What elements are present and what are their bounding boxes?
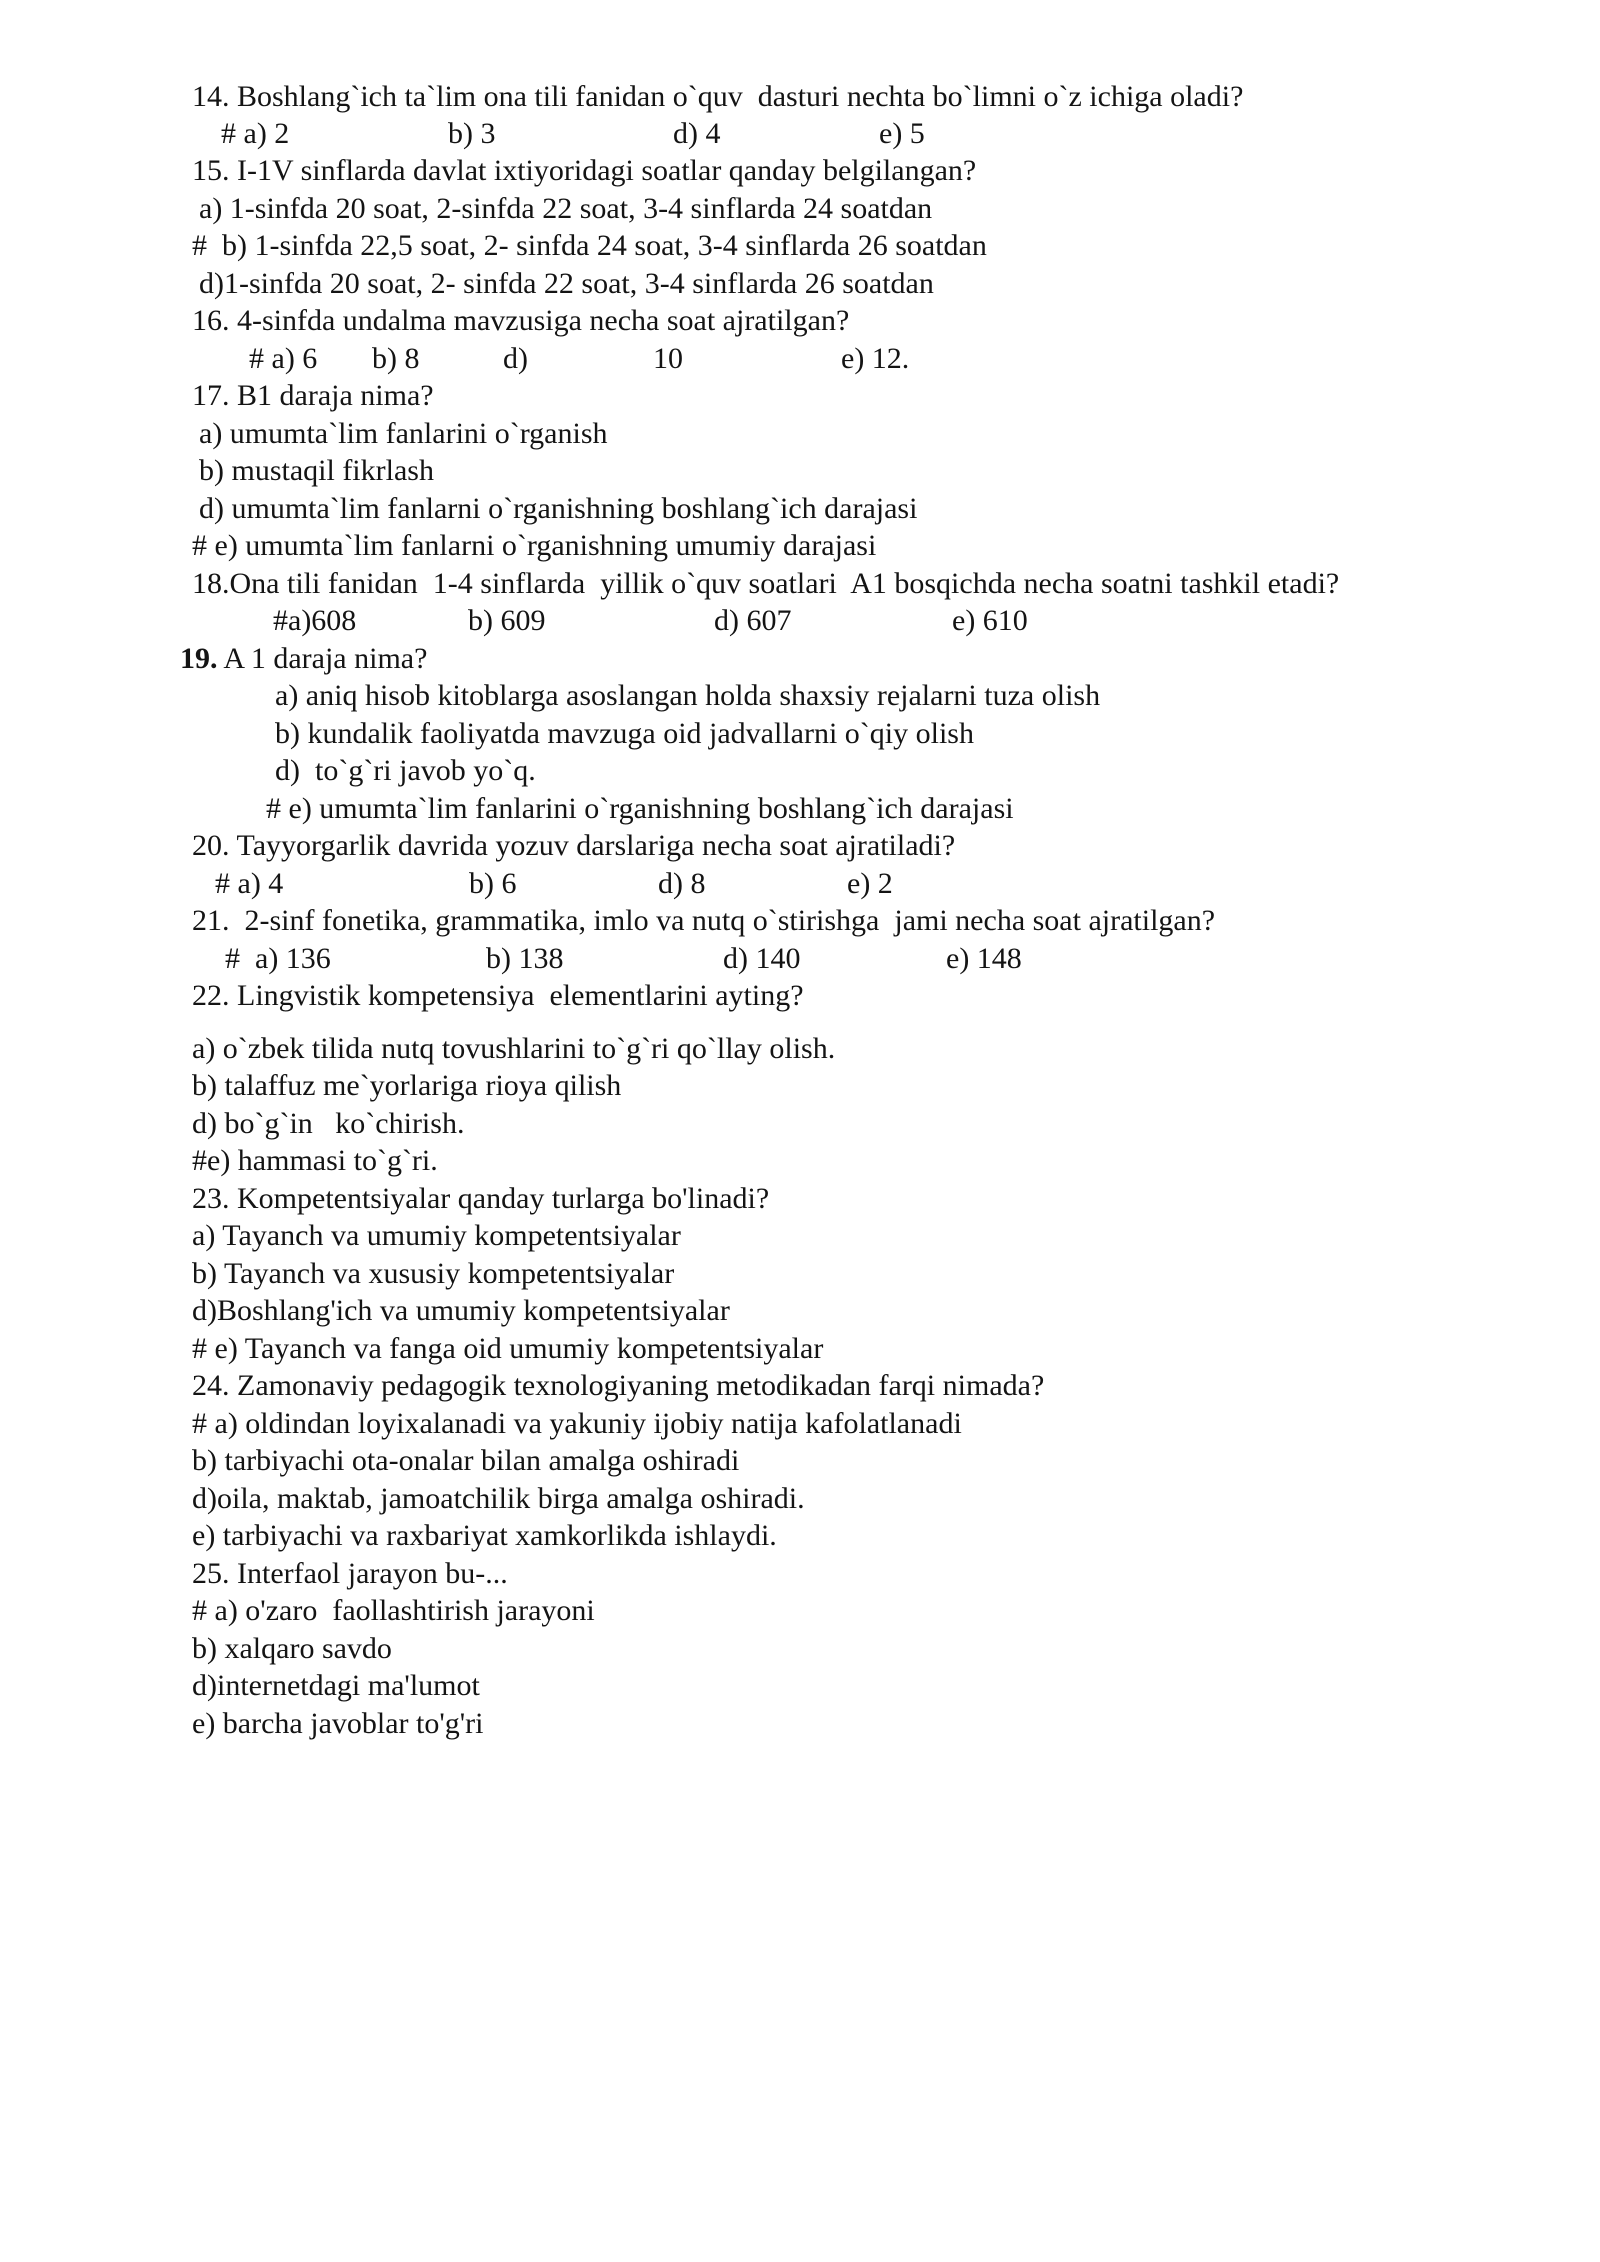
answer-line: # a) o'zaro faollashtirish jarayoni (192, 1594, 595, 1627)
answer-line: b) mustaqil fikrlash (199, 454, 434, 487)
option: #a)608 (273, 604, 357, 637)
option: # a) 6 (249, 342, 318, 375)
answer-line: b) xalqaro savdo (192, 1632, 392, 1665)
answer-options-14 (0, 115, 1600, 153)
question-22: 22. Lingvistik kompetensiya elementlarini ayting? (192, 979, 804, 1012)
option: b) 6 (469, 867, 517, 900)
answer-line: b) talaffuz me`yorlariga rioya qilish (192, 1069, 622, 1102)
answer-line: # e) Tayanch va fanga oid umumiy kompetentsiyalar (192, 1332, 824, 1365)
question-14: 14. Boshlang`ich ta`lim ona tili fanidan o`quv dasturi nechta bo`limni o`z ichiga oladi? (192, 80, 1244, 113)
answer-line: d)oila, maktab, jamoatchilik birga amalga oshiradi. (192, 1482, 805, 1515)
answer-line: d)internetdagi ma'lumot (192, 1669, 480, 1702)
question-15: 15. I-1V sinflarda davlat ixtiyoridagi soatlar qanday belgilangan? (192, 154, 977, 187)
option: b) 3 (448, 117, 496, 150)
answer-line: b) Tayanch va xususiy kompetentsiyalar (192, 1257, 675, 1290)
answer-line: #e) hammasi to`g`ri. (192, 1144, 438, 1177)
option: d) 607 (714, 604, 792, 637)
question-16: 16. 4-sinfda undalma mavzusiga necha soat ajratilgan? (192, 304, 850, 337)
answer-line: d)Boshlang'ich va umumiy kompetentsiyalar (192, 1294, 730, 1327)
answer-options-21 (0, 940, 1600, 978)
option: # a) 4 (215, 867, 284, 900)
question-24: 24. Zamonaviy pedagogik texnologiyaning metodikadan farqi nimada? (192, 1369, 1045, 1402)
option: d) 4 (673, 117, 721, 150)
option: e) 12. (841, 342, 910, 375)
option: e) 148 (946, 942, 1022, 975)
answer-line: d) bo`g`in ko`chirish. (192, 1107, 465, 1140)
answer-line: d) umumta`lim fanlarni o`rganishning boshlang`ich darajasi (199, 492, 918, 525)
answer-line: a) aniq hisob kitoblarga asoslangan holda shaxsiy rejalarni tuza olish (275, 679, 1101, 712)
option: d) (503, 342, 528, 375)
option: b) 8 (372, 342, 420, 375)
answer-options-20 (0, 865, 1600, 903)
option: b) 138 (486, 942, 564, 975)
answer-line: e) tarbiyachi va raxbariyat xamkorlikda ishlaydi. (192, 1519, 777, 1552)
question-18: 18.Ona tili fanidan 1-4 sinflarda yillik o`quv soatlari A1 bosqichda necha soatni tashkil etadi? (192, 567, 1340, 600)
option: # a) 2 (221, 117, 290, 150)
answer-line: # e) umumta`lim fanlarni o`rganishning umumiy darajasi (192, 529, 877, 562)
option: 10 (653, 342, 683, 375)
answer-options-16 (0, 340, 1600, 378)
option: e) 5 (879, 117, 925, 150)
answer-line: a) umumta`lim fanlarini o`rganish (199, 417, 608, 450)
option: d) 8 (658, 867, 706, 900)
question-23: 23. Kompetentsiyalar qanday turlarga bo'linadi? (192, 1182, 770, 1215)
answer-line: d)1-sinfda 20 soat, 2- sinfda 22 soat, 3-4 sinflarda 26 soatdan (199, 267, 934, 300)
option: d) 140 (723, 942, 801, 975)
answer-line: # a) oldindan loyixalanadi va yakuniy ijobiy natija kafolatlanadi (192, 1407, 962, 1440)
option: # a) 136 (225, 942, 331, 975)
question-text: A 1 daraja nima? (217, 642, 428, 675)
answer-line: # e) umumta`lim fanlarini o`rganishning boshlang`ich darajasi (266, 792, 1014, 825)
answer-line: # b) 1-sinfda 22,5 soat, 2- sinfda 24 soat, 3-4 sinflarda 26 soatdan (192, 229, 987, 262)
question-20: 20. Tayyorgarlik davrida yozuv darslariga necha soat ajratiladi? (192, 829, 956, 862)
answer-line: a) Tayanch va umumiy kompetentsiyalar (192, 1219, 681, 1252)
answer-line: a) o`zbek tilida nutq tovushlarini to`g`ri qo`llay olish. (192, 1032, 836, 1065)
question-17: 17. B1 daraja nima? (192, 379, 434, 412)
option: e) 610 (952, 604, 1028, 637)
answer-line: a) 1-sinfda 20 soat, 2-sinfda 22 soat, 3-4 sinflarda 24 soatdan (199, 192, 933, 225)
question-number: 19. (180, 642, 218, 675)
question-19 (180, 640, 427, 678)
option: b) 609 (468, 604, 546, 637)
answer-line: b) kundalik faoliyatda mavzuga oid jadvallarni o`qiy olish (275, 717, 974, 750)
answer-options-18 (0, 602, 1600, 640)
answer-line: b) tarbiyachi ota-onalar bilan amalga oshiradi (192, 1444, 740, 1477)
question-25: 25. Interfaol jarayon bu-... (192, 1557, 508, 1590)
question-21: 21. 2-sinf fonetika, grammatika, imlo va nutq o`stirishga jami necha soat ajratilgan? (192, 904, 1216, 937)
answer-line: d) to`g`ri javob yo`q. (275, 754, 536, 787)
option: e) 2 (847, 867, 893, 900)
answer-line: e) barcha javoblar to'g'ri (192, 1707, 484, 1740)
